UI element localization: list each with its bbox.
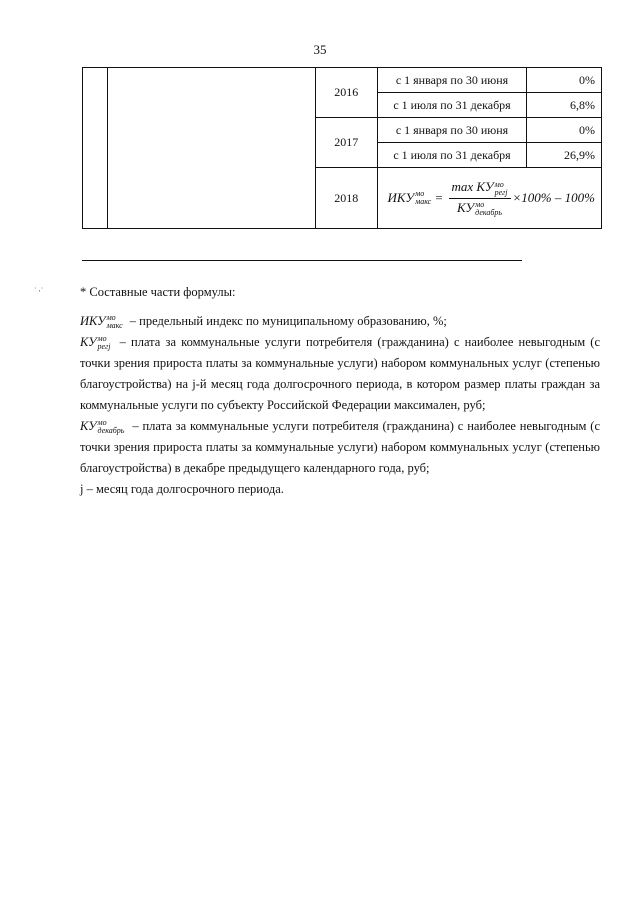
year-cell: 2016 — [315, 68, 377, 118]
note-symbol-sub: макс — [106, 321, 123, 331]
formula-lhs-sub: макс — [415, 197, 432, 206]
formula-numerator-sub: регj — [494, 187, 508, 197]
formula-lhs: ИКУ — [387, 190, 415, 205]
formula-notes — [80, 282, 600, 500]
index-table — [82, 67, 602, 229]
page-number: 35 — [313, 42, 327, 57]
note-symbol: ИКУ — [80, 314, 106, 328]
index-formula — [388, 179, 595, 216]
note-symbol: КУ — [80, 335, 97, 349]
formula-fraction — [449, 179, 511, 216]
note-text: – предельный индекс по муниципальному образованию, %; — [129, 314, 447, 328]
notes-title: * Составные части формулы: — [80, 285, 236, 299]
rate-cell: 6,8% — [527, 93, 602, 118]
note-symbol-sup: мо — [97, 418, 107, 428]
rate-cell: 26,9% — [527, 143, 602, 168]
rate-cell: 0% — [527, 68, 602, 93]
note-item — [80, 311, 600, 332]
note-symbol-sup: мо — [97, 334, 107, 344]
period-cell: с 1 января по 30 июня — [377, 118, 527, 143]
rate-cell: 0% — [527, 118, 602, 143]
period-cell: с 1 июля по 31 декабря — [377, 93, 527, 118]
note-item — [80, 479, 600, 500]
formula-numerator-sup: мо — [494, 179, 504, 189]
note-text: – плата за коммунальные услуги потребителя (гражданина) с наиболее невыгодным (с точки зрения прироста платы за коммунальные услуги) набором коммунальных услуг (степенью благоустройства) в декабре предыдущего календарного года, руб; — [80, 419, 601, 475]
formula-tail: ×100% – 100% — [512, 190, 595, 205]
footnote-divider — [82, 260, 522, 261]
note-item — [80, 416, 600, 479]
note-item — [80, 332, 600, 416]
formula-lhs-sup: мо — [415, 189, 425, 198]
note-symbol-sub: декабрь — [97, 426, 125, 436]
table-row — [83, 68, 602, 93]
period-cell: с 1 января по 30 июня — [377, 68, 527, 93]
note-text: – плата за коммунальные услуги потребителя (гражданина) с наиболее невыгодным (с точки зрения прироста платы за коммунальные услуги) набором коммунальных услуг (степенью благоустройства) на j-й месяц года долгосрочного периода, в котором размер платы граждан за коммунальные услуги по субъекту Российской Федерации максимален, руб; — [80, 335, 601, 412]
note-symbol: КУ — [80, 419, 97, 433]
note-symbol-sub: регj — [97, 342, 111, 352]
year-cell: 2017 — [315, 118, 377, 168]
formula-cell — [377, 168, 601, 229]
equals-sign: = — [431, 190, 447, 205]
formula-denominator-sup: мо — [475, 199, 485, 209]
table-cell-empty — [108, 68, 316, 229]
note-symbol-sup: мо — [106, 313, 116, 323]
formula-denominator-sub: декабрь — [475, 207, 503, 217]
table-cell-empty — [83, 68, 108, 229]
period-cell: с 1 июля по 31 декабря — [377, 143, 527, 168]
year-cell: 2018 — [315, 168, 377, 229]
formula-numerator: max КУ — [451, 179, 494, 195]
scan-artifact: · ,· — [34, 284, 44, 293]
note-text: j – месяц года долгосрочного периода. — [80, 482, 284, 496]
formula-denominator: КУ — [456, 199, 475, 215]
